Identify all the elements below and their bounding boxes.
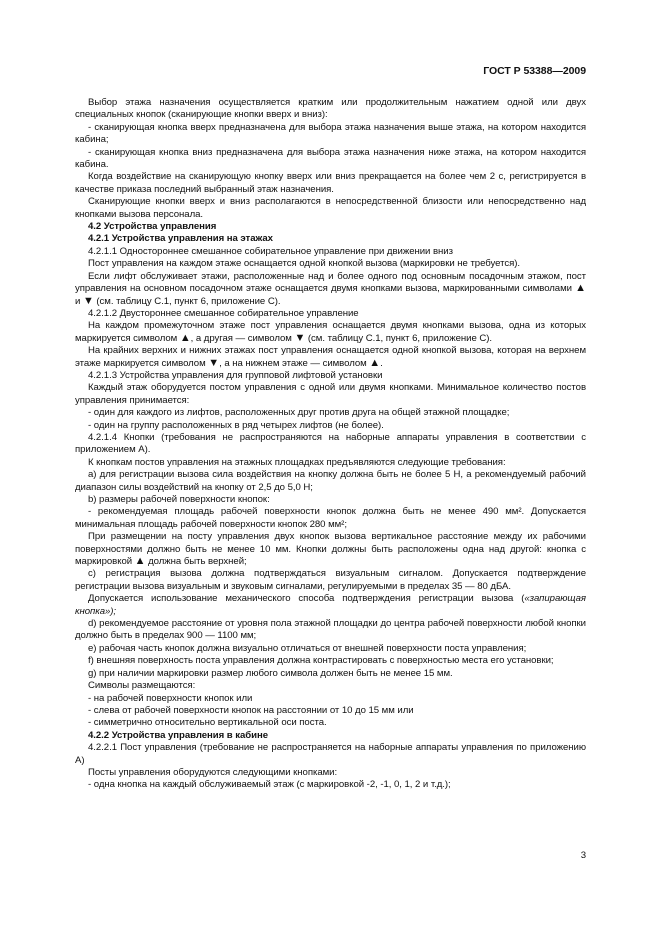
- list-item: c) регистрация вызова должна подтверждаться визуальным сигналом. Допускается подтверждение регистрации вызова визуальным и звуковым сигналами, регулируемыми в пределах 35 — 80 дБА.: [75, 568, 586, 592]
- list-item: - один на группу расположенных в ряд четырех лифтов (не более).: [88, 419, 384, 431]
- clause-4-2-1-3: 4.2.1.3 Устройства управления для групповой лифтовой установки: [88, 369, 383, 381]
- paragraph: - сканирующая кнопка вверх предназначена для выбора этажа назначения выше этажа, на котором находится кабина;: [75, 121, 586, 146]
- paragraph: Пост управления на каждом этаже оснащается одной кнопкой вызова (маркировки не требуется).: [88, 258, 520, 270]
- paragraph: Символы размещаются:: [88, 680, 196, 692]
- clause-4-2-2-1: 4.2.2.1 Пост управления (требование не распространяется на наборные аппараты управления по приложению А): [75, 742, 586, 766]
- list-item: - симметрично относительно вертикальной оси поста.: [88, 717, 327, 729]
- paragraph: Каждый этаж оборудуется постом управления с одной или двумя кнопками. Минимальное количество постов управления принимается:: [75, 382, 586, 406]
- section-heading-4-2-1: 4.2.1 Устройства управления на этажах: [88, 233, 273, 245]
- section-heading-4-2: 4.2 Устройства управления: [88, 221, 217, 233]
- clause-4-2-1-1: 4.2.1.1 Одностороннее смешанное собирательное управление при движении вниз: [88, 245, 453, 257]
- paragraph: - сканирующая кнопка вниз предназначена для выбора этажа назначения ниже этажа, на котором находится кабина.: [75, 146, 586, 171]
- paragraph: При размещении на посту управления двух кнопок вызова вертикальное расстояние между их рабочими поверхностями должно быть не менее 10 мм. Кнопки должны быть расположены одна над другой: кнопка с маркировкой ▲ должна быть верхней;: [75, 531, 586, 568]
- list-item: d) рекомендуемое расстояние от уровня пола этажной площадки до центра рабочей поверхности любой кнопки должно быть в пределах 900 — 1100 мм;: [75, 618, 586, 642]
- list-item: b) размеры рабочей поверхности кнопок:: [88, 494, 270, 505]
- paragraph: На каждом промежуточном этаже пост управления оснащается двумя кнопками вызова, одна из которых маркируется символом ▲, а другая — символом ▼ (см. таблицу С.1, пункт 6, приложение С).: [75, 320, 586, 344]
- paragraph: Когда воздействие на сканирующую кнопку вверх или вниз прекращается на более чем 2 с, регистрируется в качестве приказа последний выбранный этаж назначения.: [75, 171, 586, 195]
- list-item: e) рабочая часть кнопок должна визуально отличаться от внешней поверхности поста управления;: [88, 642, 527, 654]
- down-triangle-icon: ▼: [82, 294, 94, 307]
- down-triangle-icon: ▼: [294, 331, 306, 344]
- up-triangle-icon: ▲: [575, 282, 586, 295]
- list-item: a) для регистрации вызова сила воздействия на кнопку должна быть не более 5 Н, а рекомендуемый рабочий диапазон силы воздействий на кнопку от 2,5 до 5,0 Н;: [75, 469, 586, 493]
- clause-4-2-1-4: 4.2.1.4 Кнопки (требования не распространяются на наборные аппараты управления в соответствии с приложением А).: [75, 431, 586, 456]
- down-triangle-icon: ▼: [208, 356, 220, 369]
- paragraph: Посты управления оборудуются следующими кнопками:: [88, 766, 338, 778]
- list-item: f) внешняя поверхность поста управления должна контрастировать с поверхностью места его установки;: [88, 655, 554, 667]
- paragraph: Если лифт обслуживает этажи, расположенные над и более одного под основным посадочным этажом, пост управления на основном посадочном этаже оснащается двумя кнопками вызова, маркированными символами ▲ и ▼ (см. таблицу С.1, пункт 6, приложение С).: [75, 270, 586, 307]
- up-triangle-icon: ▲: [369, 356, 381, 369]
- list-item: - рекомендуемая площадь рабочей поверхности кнопок должна быть не менее 490 мм². Допускается минимальная площадь рабочей поверхности кнопок 280 мм²;: [75, 506, 586, 530]
- paragraph: На крайних верхних и нижних этажах пост управления оснащается одной кнопкой вызова, которая на верхнем этаже маркируется символом ▼, а на нижнем этаже — символом ▲.: [75, 345, 586, 369]
- list-item: g) при наличии маркировки размер любого символа должен быть не менее 15 мм.: [88, 667, 453, 679]
- standard-header: ГОСТ Р 53388—2009: [483, 65, 586, 77]
- page-number: 3: [580, 850, 586, 861]
- paragraph: Выбор этажа назначения осуществляется кратким или продолжительным нажатием одной или двух специальных кнопок (сканирующие кнопки вверх и вниз):: [75, 97, 586, 121]
- section-heading-4-2-2: 4.2.2 Устройства управления в кабине: [88, 729, 269, 741]
- list-item: - один для каждого из лифтов, расположенных друг против друга на общей этажной площадке;: [88, 407, 510, 419]
- list-item: - слева от рабочей поверхности кнопок на расстоянии от 10 до 15 мм или: [88, 704, 414, 716]
- list-item: - на рабочей поверхности кнопок или: [88, 692, 253, 704]
- paragraph: Сканирующие кнопки вверх и вниз располагаются в непосредственной близости или непосредственно над кнопками вызова персонала.: [75, 196, 586, 220]
- page-content: [75, 97, 586, 792]
- up-triangle-icon: ▲: [134, 555, 146, 568]
- list-item: - одна кнопка на каждый обслуживаемый этаж (с маркировкой -2, -1, 0, 1, 2 и т.д.);: [88, 779, 451, 791]
- paragraph: К кнопкам постов управления на этажных площадках предъявляются следующие требования:: [88, 456, 506, 468]
- clause-4-2-1-2: 4.2.1.2 Двустороннее смешанное собирательное управление: [88, 307, 359, 319]
- paragraph: Допускается использование механического способа подтверждения регистрации вызова («запирающая кнопка»);: [75, 593, 586, 617]
- up-triangle-icon: ▲: [179, 331, 191, 344]
